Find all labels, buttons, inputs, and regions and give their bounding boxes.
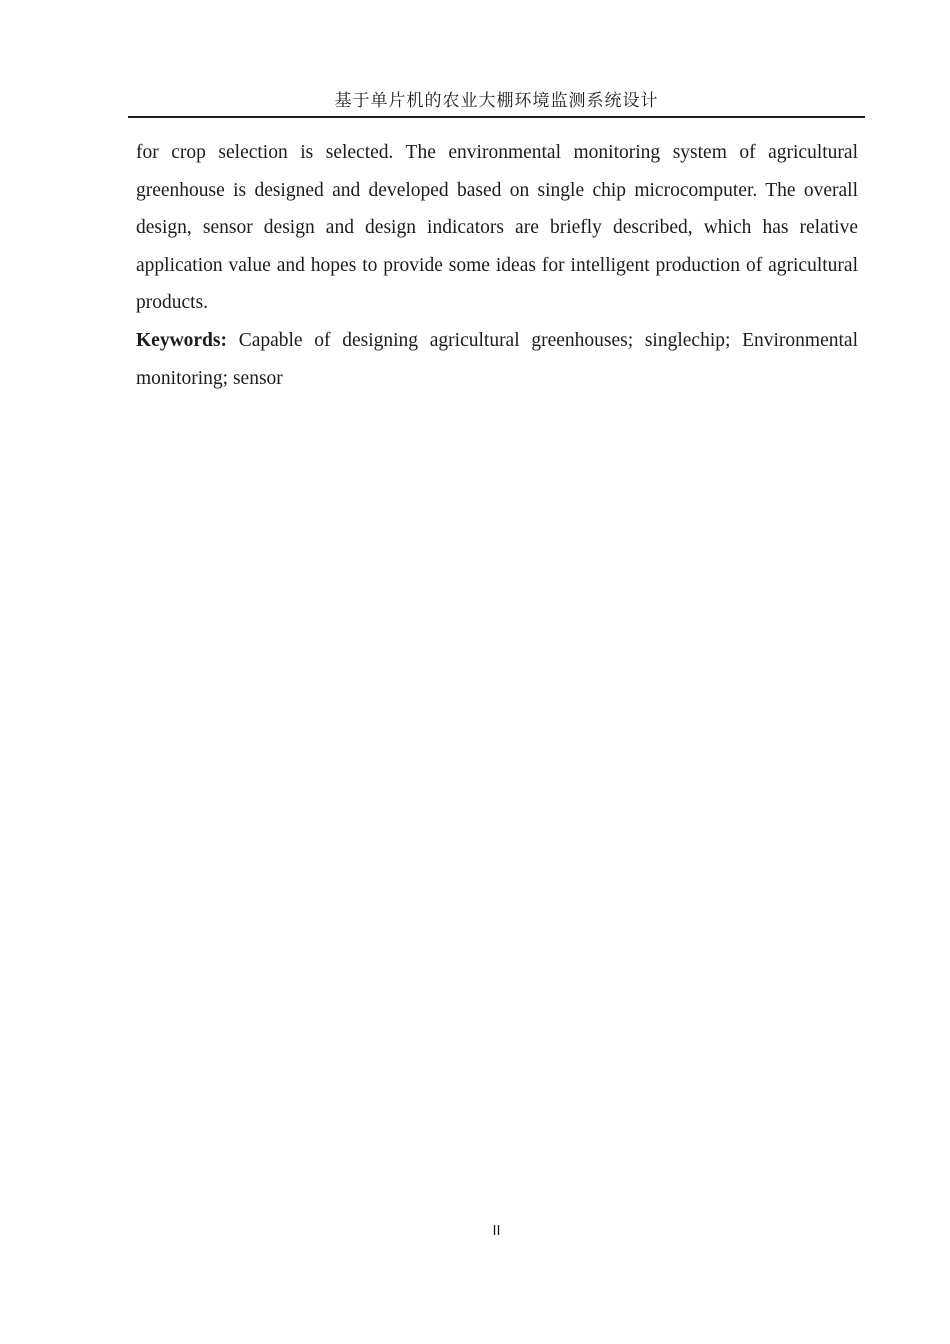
page-number-value: II [492, 1223, 501, 1239]
header-title: 基于单片机的农业大棚环境监测系统设计 [334, 91, 659, 110]
abstract-line: products. [136, 292, 209, 314]
header-rule [128, 116, 865, 118]
abstract-body [136, 134, 858, 397]
abstract-line: design, sensor design and design indicators are briefly described, which has relative [136, 217, 858, 239]
keywords-paragraph [136, 322, 858, 397]
abstract-line: greenhouse is designed and developed based on single chip microcomputer. The overall [136, 179, 858, 201]
keywords-first-line [136, 322, 858, 360]
page-header [128, 89, 865, 114]
keywords-label: Keywords: [136, 329, 227, 351]
page-number [128, 1222, 865, 1240]
abstract-paragraph [136, 134, 858, 322]
keywords-text: Capable of designing agricultural greenhouses; singlechip; Environmental [238, 329, 858, 351]
abstract-line: application value and hopes to provide some ideas for intelligent production of agricultural [136, 254, 858, 276]
page-content [128, 0, 865, 397]
abstract-line: for crop selection is selected. The environmental monitoring system of agricultural [136, 142, 858, 163]
keywords-last-line: monitoring; sensor [136, 367, 283, 389]
